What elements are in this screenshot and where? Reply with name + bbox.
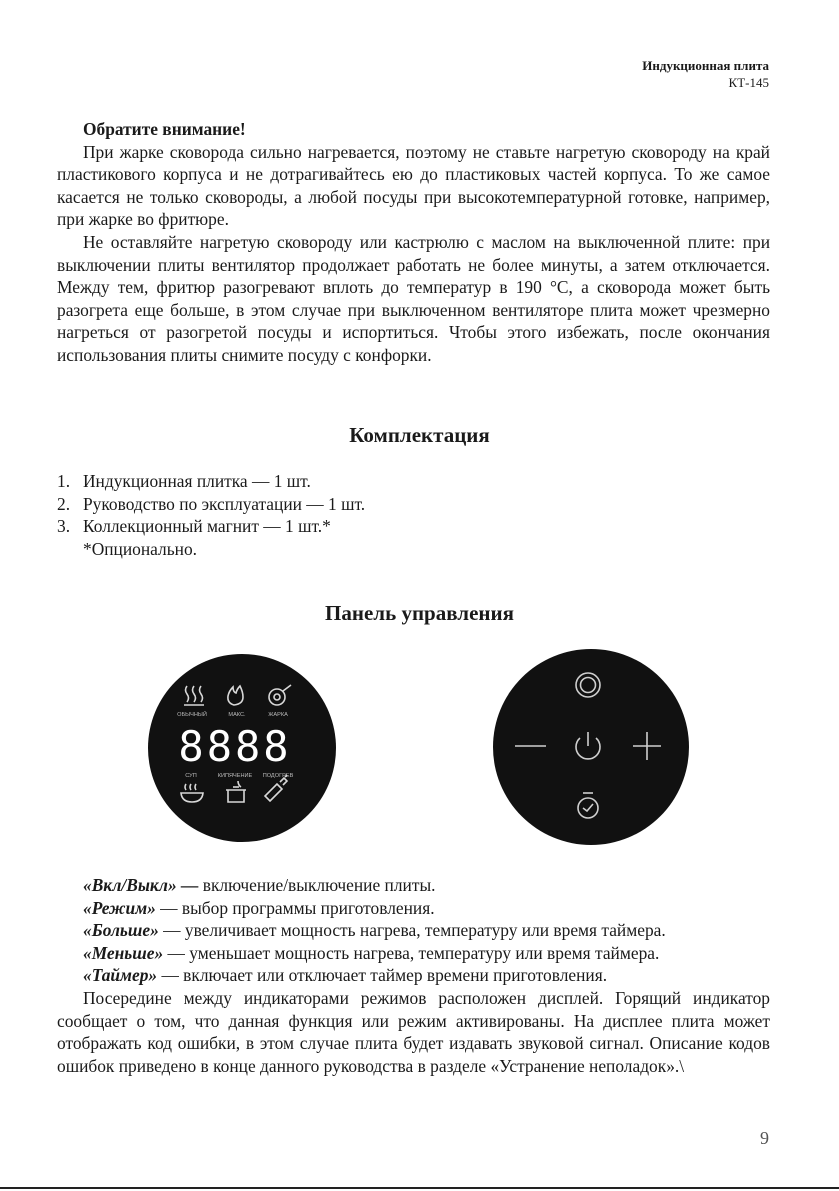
mode-label-boil: КИПЯЧЕНИЕ bbox=[217, 773, 253, 779]
description-item: «Меньше» — уменьшает мощность нагрева, температуру или время таймера. bbox=[83, 942, 660, 963]
description-item: «Режим» — выбор программы приготовления. bbox=[83, 897, 435, 918]
list-item bbox=[57, 515, 365, 538]
description-item: «Таймер» — включает или отключает таймер времени приготовления. bbox=[83, 965, 608, 986]
segment-display: 8888 bbox=[178, 722, 292, 771]
list-item-number: 2. bbox=[57, 493, 71, 514]
control-panel bbox=[492, 648, 690, 846]
description-item: «Вкл/Выкл» — включение/выключение плиты. bbox=[83, 875, 436, 895]
list-item-number: 1. bbox=[57, 471, 71, 491]
mode-label-normal: ОБЫЧНЫЙ bbox=[177, 712, 207, 718]
kit-note: *Опционально. bbox=[83, 538, 198, 559]
attention-heading: Обратите внимание! bbox=[83, 119, 246, 139]
page-bottom-divider bbox=[0, 1187, 839, 1189]
mode-label-max: МАКС. bbox=[228, 712, 246, 718]
kit-title: Комплектация bbox=[349, 423, 490, 447]
list-item-number: 3. bbox=[57, 516, 71, 537]
list-item-text: Индукционная плитка — 1 шт. bbox=[83, 471, 311, 491]
list-item bbox=[57, 470, 365, 493]
panel-title: Панель управления bbox=[325, 601, 514, 625]
list-item bbox=[57, 493, 365, 516]
descriptions-section bbox=[57, 874, 770, 1077]
header-model: КТ-145 bbox=[728, 75, 769, 90]
mode-label-soup: СУП bbox=[185, 773, 197, 779]
attention-section bbox=[57, 118, 770, 367]
list-item-text: Коллекционный магнит — 1 шт.* bbox=[83, 516, 331, 537]
description-item: «Больше» — увеличивает мощность нагрева, температуру или время таймера. bbox=[83, 920, 666, 941]
display-panel bbox=[147, 653, 337, 843]
attention-paragraph: При жарке сковорода сильно нагревается, поэтому не ставьте нагретую сковороду на край пластикового корпуса и не дотрагивайтесь ею до пластиковых частей корпуса. То же самое касается не только сковороды, а любой посуды при высокотемпературной готовке, например, при жарке во фритюре. bbox=[57, 141, 770, 230]
kit-list bbox=[57, 470, 365, 560]
list-item-text: Руководство по эксплуатации — 1 шт. bbox=[83, 493, 366, 514]
attention-paragraph: Не оставляйте нагретую сковороду или кастрюлю с маслом на выключенной плите: при выключении плиты вентилятор продолжает работать не более минуты, а затем отключается. Между тем, фритюр разогревают вплоть до температур в 190 °С, а сковорода может быть разогрета еще больше, в этом случае при выключенном вентиляторе плита может чрезмерно нагреться от разогретой посуды и испортиться. Чтобы этого избежать, после окончания использования плиты снимите посуду с конфорки. bbox=[57, 231, 770, 365]
page-number: 9 bbox=[760, 1128, 769, 1148]
header-title: Индукционная плита bbox=[642, 58, 769, 73]
mode-label-fry: ЖАРКА bbox=[268, 712, 288, 718]
mode-label-warm: ПОДОГРЕВ bbox=[262, 773, 294, 779]
display-paragraph: Посередине между индикаторами режимов расположен дисплей. Горящий индикатор сообщает о том, что данная функция или режим активированы. На дисплее плита может отображать код ошибки, в этом случае плита будет издавать звуковой сигнал. Описание кодов ошибок приведено в конце данного руководства в разделе «Устранение неполадок».\ bbox=[57, 987, 770, 1076]
